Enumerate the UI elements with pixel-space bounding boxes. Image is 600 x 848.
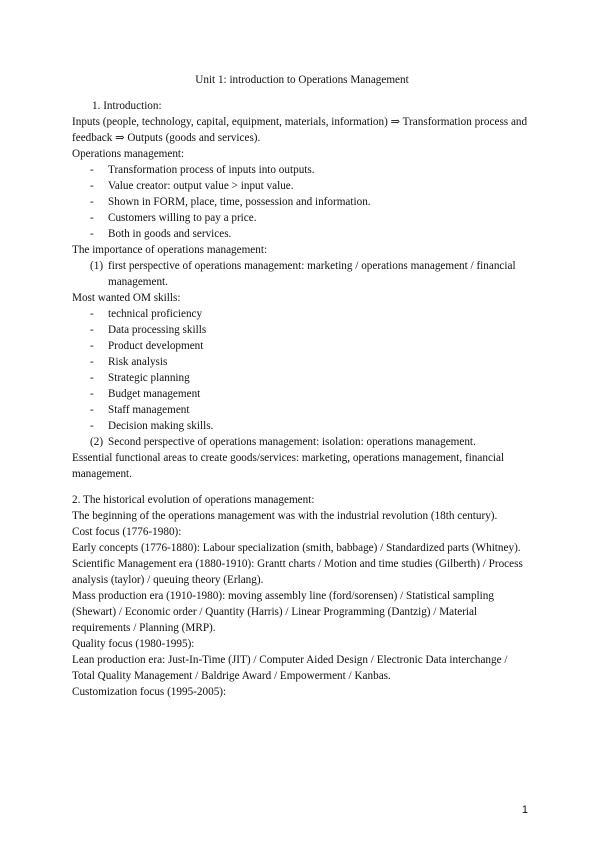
list-item: - Staff management bbox=[90, 404, 190, 416]
skills-list bbox=[72, 306, 532, 434]
om-points-list bbox=[72, 162, 532, 242]
list-item: - Risk analysis bbox=[90, 356, 168, 368]
section-1-heading: 1. Introduction: bbox=[92, 100, 162, 112]
history-paragraph: The beginning of the operations management was with the industrial revolution (18th century). bbox=[72, 510, 498, 522]
list-item: - technical proficiency bbox=[90, 308, 203, 320]
perspective-1: (1) first perspective of operations management: marketing / operations management / financial management. bbox=[90, 260, 516, 288]
list-item: - Strategic planning bbox=[90, 372, 190, 384]
list-item: - Value creator: output value > input value. bbox=[90, 180, 294, 192]
list-item: - Customers willing to pay a price. bbox=[90, 212, 257, 224]
intro-paragraph: Inputs (people, technology, capital, equipment, materials, information) ⇒ Transformation process and feedback ⇒ Outputs (goods and services). bbox=[72, 116, 528, 144]
perspective-2: (2) Second perspective of operations management: isolation: operations management. bbox=[90, 436, 476, 448]
list-item: - Budget management bbox=[90, 388, 201, 400]
om-label: Operations management: bbox=[72, 148, 185, 160]
list-item: - Data processing skills bbox=[90, 324, 207, 336]
history-paragraph: Cost focus (1776-1980): bbox=[72, 526, 182, 538]
section-2-heading: 2. The historical evolution of operations management: bbox=[72, 494, 315, 506]
history-paragraph: Early concepts (1776-1880): Labour specialization (smith, babbage) / Standardized parts (Whitney). bbox=[72, 542, 521, 554]
document-title: Unit 1: introduction to Operations Management bbox=[195, 74, 409, 86]
history-paragraph: Quality focus (1980-1995): bbox=[72, 638, 195, 650]
skills-label: Most wanted OM skills: bbox=[72, 292, 181, 304]
history-paragraph: Mass production era (1910-1980): moving assembly line (ford/sorensen) / Statistical sampling (Shewart) / Economic order / Quantity (Harris) / Linear Programming (Dantzig) / Material requirements / Planning (MRP). bbox=[72, 590, 494, 634]
list-item: - Transformation process of inputs into outputs. bbox=[90, 164, 315, 176]
history-paragraph: Customization focus (1995-2005): bbox=[72, 686, 227, 698]
history-paragraph: Scientific Management era (1880-1910): Grantt charts / Motion and time studies (Gilberth) / Process analysis (taylor) / queuing theory (Erlang). bbox=[72, 558, 523, 586]
list-item: - Shown in FORM, place, time, possession and information. bbox=[90, 196, 371, 208]
list-item: - Decision making skills. bbox=[90, 420, 214, 432]
functional-areas-paragraph: Essential functional areas to create goods/services: marketing, operations management, financial management. bbox=[72, 452, 505, 480]
list-item: - Product development bbox=[90, 340, 204, 352]
page-number: 1 bbox=[521, 804, 528, 816]
importance-label: The importance of operations management: bbox=[72, 244, 268, 256]
list-item: - Both in goods and services. bbox=[90, 228, 232, 240]
document-page bbox=[72, 72, 532, 700]
history-paragraph: Lean production era: Just-In-Time (JIT) / Computer Aided Design / Electronic Data interchange / Total Quality Management / Baldrige Award / Empowerment / Kanbas. bbox=[72, 654, 508, 682]
